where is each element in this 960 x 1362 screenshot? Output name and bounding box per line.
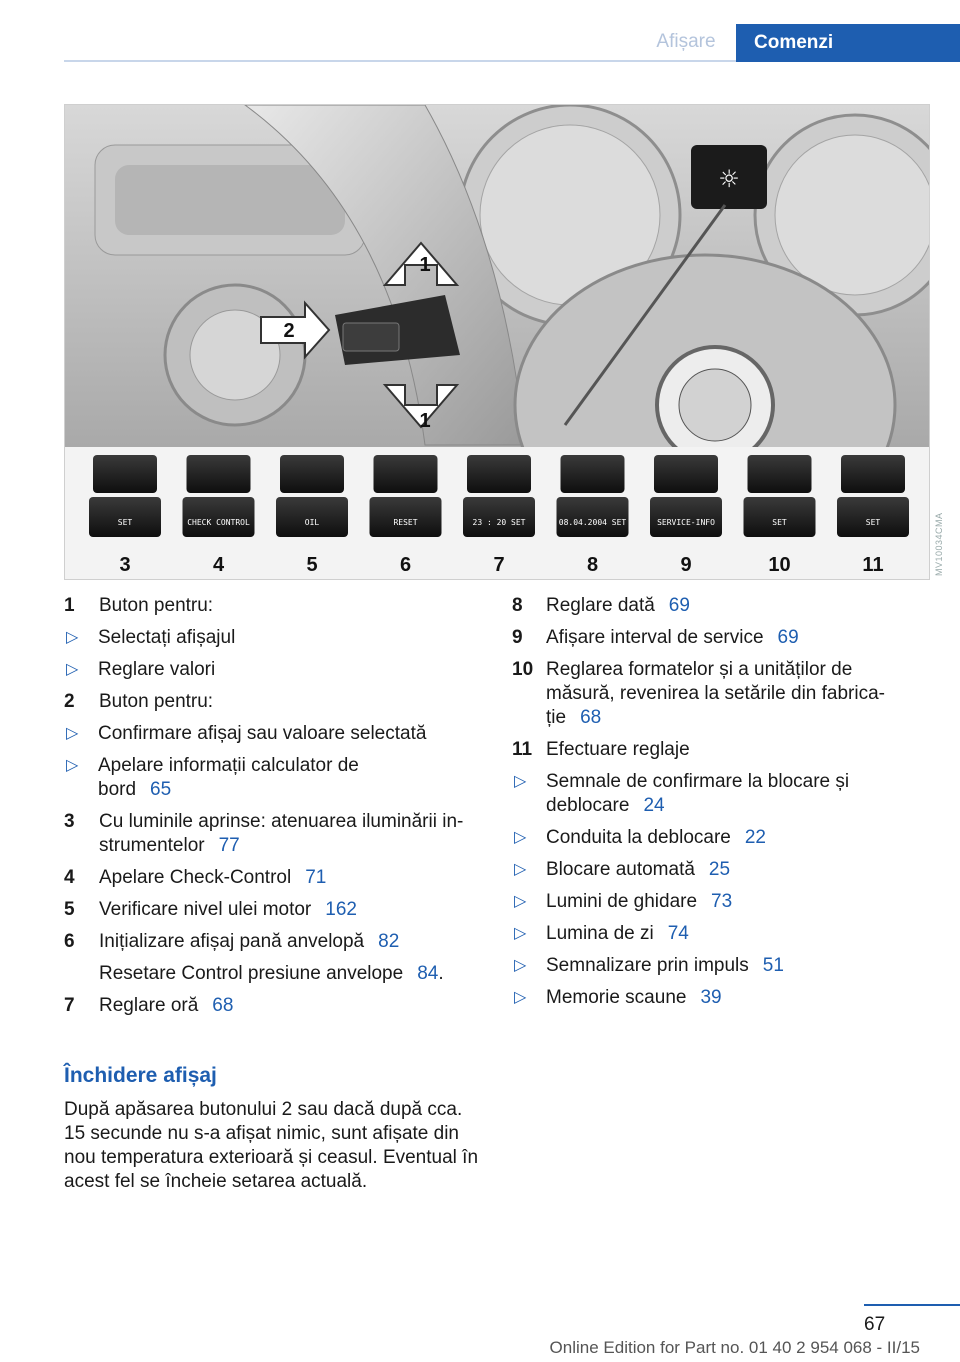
page-ref-link[interactable]: 24 [643,795,665,816]
panel-display-box [650,497,722,537]
page-ref-link[interactable]: 74 [667,923,689,944]
list-item-8: 8 Reglare dată 69 [512,595,690,616]
list-item-1: 1 Buton pentru: [64,595,214,616]
callout-1-bottom: 1 [419,410,431,432]
left-list [64,590,484,1022]
page-ref-link[interactable]: 71 [305,867,327,888]
panel-icon-box [561,455,625,493]
page-ref-link[interactable]: 82 [378,931,400,952]
sub-item: ▷ Lumini de ghidare 73 [512,886,912,918]
list-item-6: 6 Inițializare afișaj pană anvelopă 82 [64,931,400,952]
panel-label: SERVICE-INFO [657,518,715,527]
triangle-bullet-icon: ▷ [66,629,79,646]
triangle-bullet-icon: ▷ [514,829,527,846]
page-ref-link[interactable]: 68 [580,707,602,728]
list-item-2: 2 Buton pentru: [64,691,214,712]
page-ref-link[interactable]: 39 [700,987,722,1008]
panel-label: RESET [393,518,418,527]
sub-item: ▷ Conduita la deblocare 22 [512,822,912,854]
panel-display-box [744,497,816,537]
panel-icon-box [748,455,812,493]
sub-item: ▷ Apelare informații calculator de bord 65 [66,755,359,800]
panel-display-box [183,497,255,537]
page-ref-link[interactable]: 73 [711,891,733,912]
svg-text:☼: ☼ [718,165,740,193]
panel-icon-box [280,455,344,493]
panel-number: 11 [862,554,884,576]
sub-item: ▷ Semnale de confirmare la blocare și deblocare 24 [514,771,850,816]
panel-label: SET [117,518,133,527]
section-paragraph: După apăsarea butonului 2 sau dacă după cca. 15 secunde nu s-a afișat nimic, sunt afișate din nou temperatura exterioară și ceasul. Eventual în acest fel se încheie setarea actuală. [64,1099,479,1192]
list-item-11: 11 Efectuare reglaje [512,739,690,760]
panel-label: OIL [304,518,320,527]
triangle-bullet-icon: ▷ [514,861,527,878]
panel-number: 7 [493,554,505,576]
triangle-bullet-icon: ▷ [66,661,79,678]
section-title: Închidere afișaj [64,1064,217,1087]
triangle-bullet-icon: ▷ [514,957,527,974]
page-ref-link[interactable]: 84 [417,963,439,984]
page-ref-link[interactable]: 77 [218,835,240,856]
triangle-bullet-icon: ▷ [514,989,527,1006]
sub-item: ▷ Reglare valori [64,654,484,686]
page-ref-link[interactable]: 69 [777,627,799,648]
panel-display-box [463,497,535,537]
page-ref-link[interactable]: 69 [668,595,690,616]
figure-code: MV10034CMA [934,512,944,576]
panel-icon-box [93,455,157,493]
page-ref-link[interactable]: 51 [762,955,784,976]
callout-2: 2 [283,320,295,342]
panel-number: 4 [212,554,225,576]
header-section[interactable]: Afișare [656,31,716,52]
list-item-9: 9 Afișare interval de service 69 [512,627,799,648]
sub-item: ▷ Confirmare afișaj sau valoare selectată [64,718,484,750]
list-item-4: 4 Apelare Check-Control 71 [64,867,327,888]
panel-number: 3 [119,554,131,576]
page-ref-link[interactable]: 22 [744,827,766,848]
page-number: 67 [864,1314,886,1335]
panel-icon-box [187,455,251,493]
panel-display-box [370,497,442,537]
panel-label: 23 : 20 SET [472,518,526,527]
sub-item: ▷ Blocare automată 25 [512,854,912,886]
page-ref-link[interactable]: 25 [708,859,731,880]
page-ref-link[interactable]: 162 [325,899,357,920]
panel-display-box [557,497,629,537]
footer-rule [864,1304,960,1306]
panel-number: 5 [306,554,318,576]
list-item-5: 5 Verificare nivel ulei motor 162 [64,899,357,920]
header-tab-active[interactable]: Comenzi [736,24,960,62]
page-ref-link[interactable]: 68 [212,995,234,1016]
panel-label: SET [772,518,787,527]
callout-1-top: 1 [419,254,431,276]
page-ref-link[interactable]: 65 [150,779,172,800]
panel-label: CHECK CONTROL [187,518,250,527]
list-item-10: 10 Reglarea formatelor și a unităților de măsură, revenirea la setările din fabrica‐ ție 68 [512,659,885,728]
sub-item: ▷ Selectați afișajul [64,622,484,654]
dashboard-illustration [64,104,930,580]
sub-item: ▷ Lumina de zi 74 [512,918,912,950]
right-list [512,590,912,1014]
panel-display-box [276,497,348,537]
panel-icon-box [467,455,531,493]
panel-icon-box [841,455,905,493]
panel-number: 10 [768,554,791,576]
panel-display-box [837,497,909,537]
list-item-6-extra: Resetare Control presiune anvelope 84. [99,963,444,984]
triangle-bullet-icon: ▷ [66,757,79,774]
panel-number: 8 [586,554,599,576]
list-item-3: 3 Cu luminile aprinse: atenuarea iluminării in‐ strumentelor 77 [64,811,464,856]
footer-edition: Online Edition for Part no. 01 40 2 954 068 - II/15 [549,1338,920,1357]
triangle-bullet-icon: ▷ [514,773,527,790]
panel-number: 9 [680,554,692,576]
panel-number: 6 [399,554,412,576]
panel-icon-box [654,455,718,493]
triangle-bullet-icon: ▷ [514,893,527,910]
list-item-7: 7 Reglare oră 68 [64,995,234,1016]
triangle-bullet-icon: ▷ [514,925,527,942]
panel-icon-box [374,455,438,493]
sub-item: ▷ Memorie scaune 39 [512,982,912,1014]
panel-label: SET [865,518,881,527]
triangle-bullet-icon: ▷ [66,725,79,742]
panel-display-box [89,497,161,537]
sub-item: ▷ Semnalizare prin impuls 51 [512,950,912,982]
panel-label: 08.04.2004 SET [558,518,627,527]
